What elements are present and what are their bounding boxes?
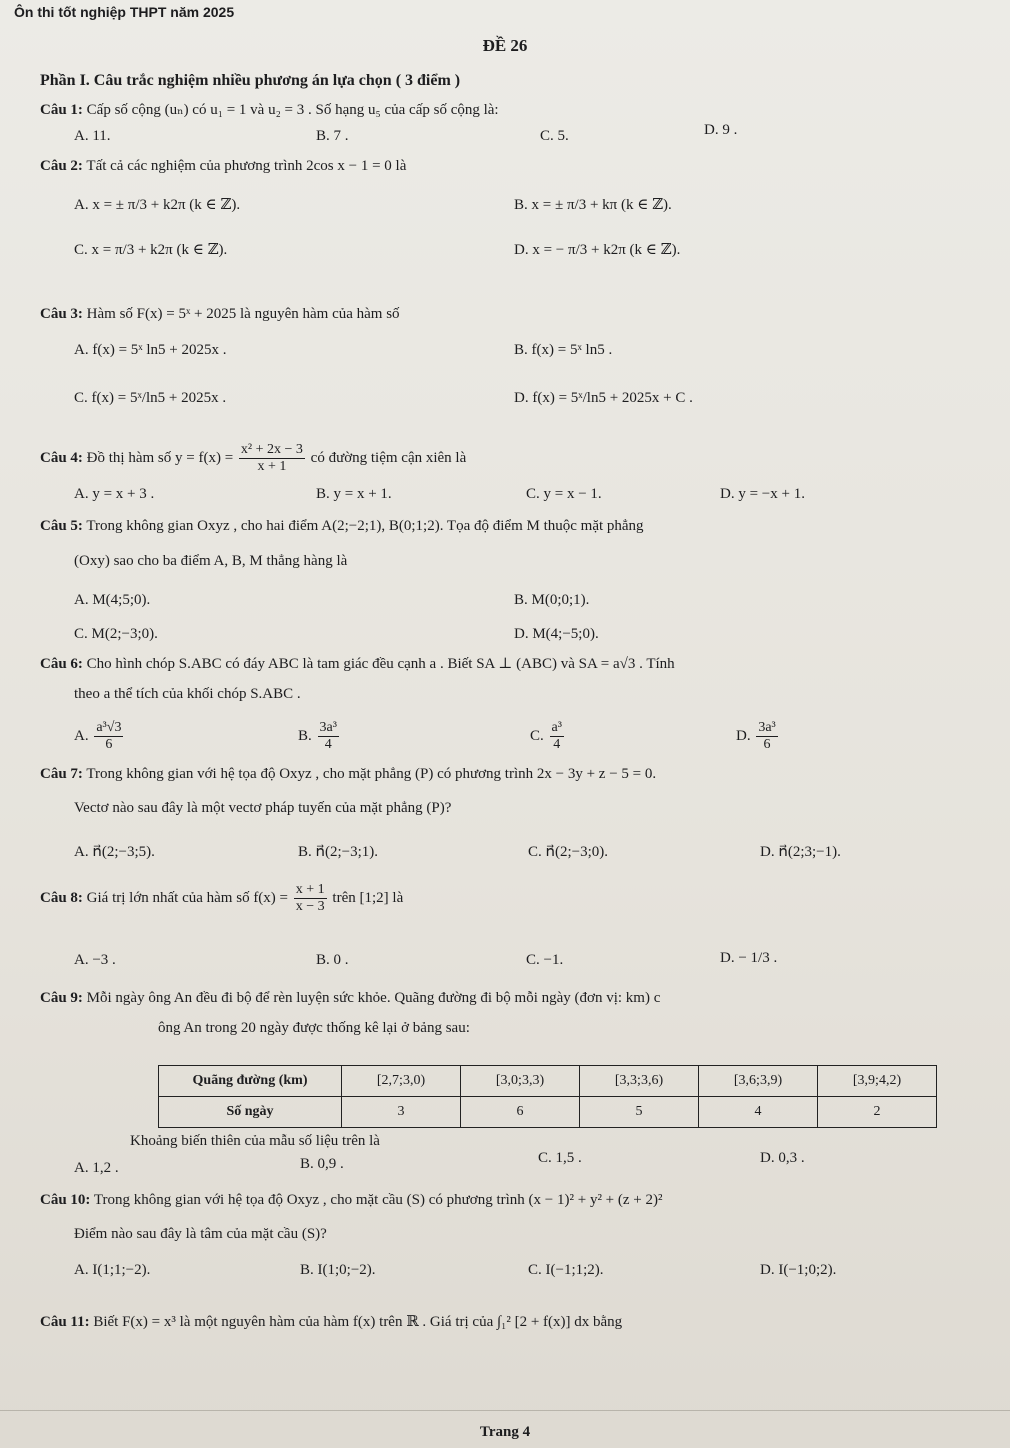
question-label: Câu 5: bbox=[40, 518, 83, 534]
fraction-numerator: a³√3 bbox=[96, 720, 122, 735]
question-text-tail: trên [1;2] là bbox=[332, 889, 404, 906]
question-10 bbox=[40, 1192, 663, 1209]
function-fraction bbox=[294, 882, 327, 915]
table-cell: 6 bbox=[461, 1097, 580, 1128]
option-d: D. 0,3 . bbox=[760, 1150, 805, 1166]
option-c: C. M(2;−3;0). bbox=[74, 626, 158, 642]
option-fraction bbox=[550, 720, 564, 753]
fraction-denominator: 4 bbox=[553, 737, 561, 752]
question-text-continued: Điểm nào sau đây là tâm của mặt cầu (S)? bbox=[74, 1226, 327, 1242]
question-5 bbox=[40, 518, 644, 535]
question-text: Cấp số cộng (uₙ) có u₁ = 1 và u₂ = 3 . Số hạng u₅ của cấp số cộng là: bbox=[86, 102, 499, 118]
footer-divider bbox=[0, 1410, 1010, 1411]
option-a: A. 1,2 . bbox=[74, 1160, 119, 1176]
option-b: B. 7 . bbox=[316, 128, 349, 144]
option-letter: B. bbox=[298, 727, 312, 744]
option-b: B. y = x + 1. bbox=[316, 486, 392, 502]
option-b: B. x = ± π/3 + kπ (k ∈ ℤ). bbox=[514, 197, 672, 213]
option-c bbox=[530, 720, 566, 753]
table-cell: [3,3;3,6) bbox=[580, 1066, 699, 1097]
question-4 bbox=[40, 442, 466, 475]
option-b: B. 0 . bbox=[316, 952, 349, 968]
option-letter: C. bbox=[530, 727, 544, 744]
question-6 bbox=[40, 654, 675, 673]
fraction-denominator: 6 bbox=[763, 737, 771, 752]
option-b: B. f(x) = 5ˣ ln5 . bbox=[514, 342, 613, 358]
question-label: Câu 4: bbox=[40, 449, 83, 466]
question-text: Trong không gian Oxyz , cho hai điểm A(2;−2;1), B(0;1;2). Tọa độ điểm M thuộc mặt phẳng bbox=[86, 518, 644, 534]
table-cell: 5 bbox=[580, 1097, 699, 1128]
option-a: A. y = x + 3 . bbox=[74, 486, 155, 502]
option-a: A. f(x) = 5ˣ ln5 + 2025x . bbox=[74, 342, 227, 358]
question-label: Câu 3: bbox=[40, 306, 83, 322]
question-7 bbox=[40, 766, 656, 783]
option-c: C. f(x) = 5ˣ/ln5 + 2025x . bbox=[74, 390, 227, 406]
option-c: C. 5. bbox=[540, 128, 569, 144]
question-label: Câu 9: bbox=[40, 990, 83, 1006]
option-a: A. I(1;1;−2). bbox=[74, 1262, 151, 1278]
table-cell: [3,9;4,2) bbox=[818, 1066, 937, 1097]
option-a: A. M(4;5;0). bbox=[74, 592, 151, 608]
table-row bbox=[159, 1066, 937, 1097]
option-d: D. M(4;−5;0). bbox=[514, 626, 599, 642]
option-a bbox=[74, 720, 125, 753]
question-text-continued: Vectơ nào sau đây là một vectơ pháp tuyến của mặt phẳng (P)? bbox=[74, 800, 452, 816]
question-3 bbox=[40, 306, 400, 323]
question-label: Câu 6: bbox=[40, 656, 83, 672]
option-a: A. x = ± π/3 + k2π (k ∈ ℤ). bbox=[74, 197, 241, 213]
option-c: C. −1. bbox=[526, 952, 564, 968]
question-label: Câu 10: bbox=[40, 1192, 91, 1208]
option-d: D. x = − π/3 + k2π (k ∈ ℤ). bbox=[514, 242, 681, 258]
question-label: Câu 7: bbox=[40, 766, 83, 782]
question-text-continued: (Oxy) sao cho ba điểm A, B, M thẳng hàng là bbox=[74, 553, 348, 569]
option-c: C. x = π/3 + k2π (k ∈ ℤ). bbox=[74, 242, 228, 258]
question-text: Tất cả các nghiệm của phương trình 2cos x − 1 = 0 là bbox=[86, 158, 407, 174]
question-text: Trong không gian với hệ tọa độ Oxyz , cho mặt cầu (S) có phương trình (x − 1)² + y² + (z + 2)² bbox=[93, 1192, 663, 1208]
fraction-denominator: x − 3 bbox=[295, 899, 325, 914]
fraction-denominator: 6 bbox=[105, 737, 113, 752]
table-cell: [3,6;3,9) bbox=[699, 1066, 818, 1097]
question-text: Mỗi ngày ông An đều đi bộ để rèn luyện sức khỏe. Quãng đường đi bộ mỗi ngày (đơn vị: km) c bbox=[86, 990, 661, 1006]
option-c: C. y = x − 1. bbox=[526, 486, 602, 502]
option-b: B. 0,9 . bbox=[300, 1156, 344, 1172]
question-1 bbox=[40, 100, 499, 119]
question-text-lead: Giá trị lớn nhất của hàm số f(x) = bbox=[86, 889, 289, 906]
option-fraction bbox=[94, 720, 123, 753]
question-text: Hàm số F(x) = 5ˣ + 2025 là nguyên hàm của hàm số bbox=[86, 306, 400, 322]
option-letter: A. bbox=[74, 727, 89, 744]
fraction-numerator: a³ bbox=[551, 720, 562, 735]
option-fraction bbox=[756, 720, 777, 753]
option-d: D. n⃗(2;3;−1). bbox=[760, 844, 841, 860]
table-cell: 4 bbox=[699, 1097, 818, 1128]
exam-code-title: ĐỀ 26 bbox=[482, 36, 528, 55]
fraction-denominator: 4 bbox=[324, 737, 332, 752]
option-c: C. n⃗(2;−3;0). bbox=[528, 844, 609, 860]
question-2 bbox=[40, 158, 406, 175]
question-text-lead: Đồ thị hàm số y = f(x) = bbox=[86, 449, 234, 466]
question-text-continued: Khoảng biến thiên của mẫu số liệu trên là bbox=[130, 1133, 380, 1149]
question-label: Câu 11: bbox=[40, 1314, 90, 1330]
exam-series-header: Ôn thi tốt nghiệp THPT năm 2025 bbox=[14, 4, 235, 20]
question-label: Câu 1: bbox=[40, 102, 83, 118]
question-text: Trong không gian với hệ tọa độ Oxyz , cho mặt phẳng (P) có phương trình 2x − 3y + z − 5 = 0. bbox=[86, 766, 657, 782]
option-d bbox=[736, 720, 780, 753]
table-cell: 3 bbox=[342, 1097, 461, 1128]
table-header-cell: Quãng đường (km) bbox=[159, 1066, 342, 1097]
fraction-numerator: 3a³ bbox=[319, 720, 337, 735]
table-cell: [2,7;3,0) bbox=[342, 1066, 461, 1097]
option-a: A. n⃗(2;−3;5). bbox=[74, 844, 155, 860]
fraction-numerator: 3a³ bbox=[758, 720, 776, 735]
table-header-cell: Số ngày bbox=[159, 1097, 342, 1128]
distance-frequency-table bbox=[158, 1065, 937, 1128]
option-b: B. I(1;0;−2). bbox=[300, 1262, 376, 1278]
question-text-continued: theo a thể tích của khối chóp S.ABC . bbox=[74, 686, 301, 702]
fraction-denominator: x + 1 bbox=[257, 459, 287, 474]
option-b: B. M(0;0;1). bbox=[514, 592, 590, 608]
page-number: Trang 4 bbox=[479, 1424, 531, 1440]
table-cell: [3,0;3,3) bbox=[461, 1066, 580, 1097]
option-d: D. − 1/3 . bbox=[720, 950, 778, 966]
question-9 bbox=[40, 990, 660, 1007]
option-c: C. I(−1;1;2). bbox=[528, 1262, 604, 1278]
function-fraction bbox=[239, 442, 305, 475]
table-cell: 2 bbox=[818, 1097, 937, 1128]
option-d: D. y = −x + 1. bbox=[720, 486, 805, 502]
option-d: D. I(−1;0;2). bbox=[760, 1262, 837, 1278]
option-letter: D. bbox=[736, 727, 751, 744]
question-text-continued: ông An trong 20 ngày được thống kê lại ở bảng sau: bbox=[158, 1020, 470, 1036]
question-label: Câu 2: bbox=[40, 158, 83, 174]
question-8 bbox=[40, 882, 403, 915]
question-label: Câu 8: bbox=[40, 889, 83, 906]
option-d: D. f(x) = 5ˣ/ln5 + 2025x + C . bbox=[514, 390, 693, 406]
option-b: B. n⃗(2;−3;1). bbox=[298, 844, 379, 860]
option-d: D. 9 . bbox=[704, 122, 738, 138]
option-c: C. 1,5 . bbox=[538, 1150, 582, 1166]
fraction-numerator: x² + 2x − 3 bbox=[240, 442, 303, 457]
question-text-tail: có đường tiệm cận xiên là bbox=[310, 449, 467, 466]
question-text: Cho hình chóp S.ABC có đáy ABC là tam giác đều cạnh a . Biết SA ⊥ (ABC) và SA = a√3 . Tính bbox=[86, 656, 675, 672]
option-a: A. −3 . bbox=[74, 952, 116, 968]
question-11 bbox=[40, 1312, 622, 1331]
option-b bbox=[298, 720, 341, 753]
option-a: A. 11. bbox=[74, 128, 111, 144]
part-title: Phần I. Câu trắc nghiệm nhiều phương án lựa chọn ( 3 điểm ) bbox=[40, 72, 461, 89]
question-text: Biết F(x) = x³ là một nguyên hàm của hàm f(x) trên ℝ . Giá trị của ∫₁² [2 + f(x)] dx bằng bbox=[93, 1314, 623, 1330]
fraction-numerator: x + 1 bbox=[295, 882, 325, 897]
option-fraction bbox=[318, 720, 339, 753]
table-row bbox=[159, 1097, 937, 1128]
